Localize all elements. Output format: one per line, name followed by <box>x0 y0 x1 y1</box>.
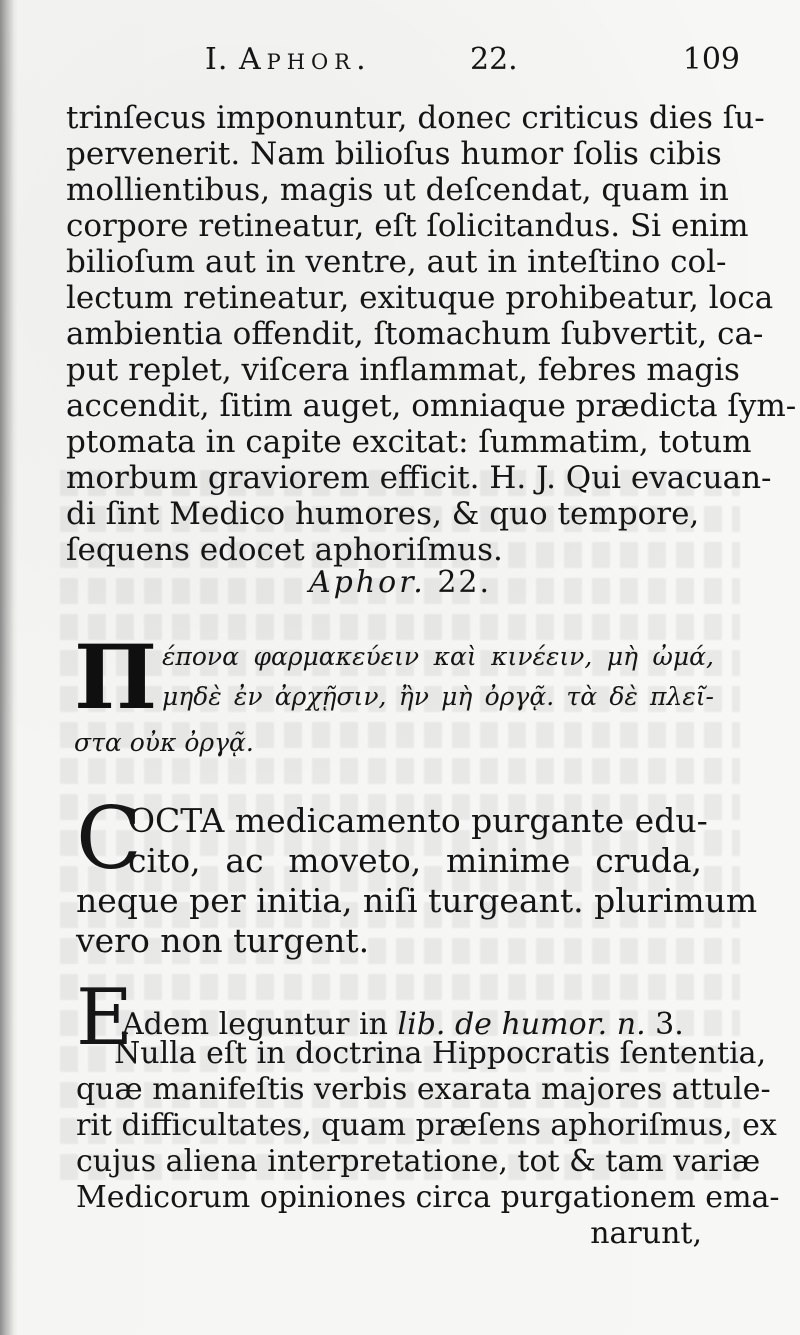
aphorism-heading-number: 22. <box>437 565 492 600</box>
latin-line: neque per initia, niſi turgeant. plurimum <box>76 881 758 920</box>
latin-dropcap: C <box>76 789 142 889</box>
latin-line: OCTA medicamento purgante edu- <box>128 801 708 840</box>
text-line: rit difficultates, quam præſens aphoriſmus, ex <box>76 1108 777 1143</box>
header-aphor-word: Aphor. <box>238 42 372 77</box>
text-line: di ſint Medico humores, & quo tempore, <box>66 496 700 532</box>
text-line: mollientibus, magis ut deſcendat, quam in <box>66 172 729 208</box>
catchword: narunt, <box>590 1216 702 1251</box>
header-book-number: I. <box>205 42 229 77</box>
latin-line: cito, ac moveto, minime cruda, <box>128 841 702 880</box>
commentary-first-line-text: Adem leguntur in <box>122 1007 398 1042</box>
page-edge-shadow <box>0 0 14 1335</box>
latin-aphorism <box>76 789 758 960</box>
text-line: quæ manifeſtis verbis exarata majores attule- <box>76 1072 771 1107</box>
text-line: bilioſum aut in ventre, aut in inteſtino col- <box>66 244 727 280</box>
text-line: put replet, viſcera inflammat, febres magis <box>66 352 740 388</box>
text-line: ambientia offendit, ſtomachum ſubvertit, ca- <box>66 316 764 352</box>
commentary-reference-number: 3. <box>645 1007 684 1042</box>
text-line: corpore retineatur, eſt ſolicitandus. Si enim <box>66 208 749 244</box>
commentary-paragraph <box>76 1036 780 1252</box>
text-line: lectum retineatur, exituque prohibeatur, loca <box>66 280 774 316</box>
latin-line: vero non turgent. <box>76 921 370 960</box>
greek-line: στα οὐκ ὀργᾷ. <box>74 728 254 757</box>
commentary-dropcap: E <box>76 973 133 1063</box>
aphorism-heading-word: Aphor. <box>308 565 426 600</box>
text-line: ptomata in capite excitat: ſummatim, totum <box>66 424 752 460</box>
running-header <box>0 42 800 86</box>
greek-dropcap: Π <box>74 625 158 729</box>
page-number: 109 <box>682 42 740 77</box>
aphorism-heading <box>0 565 800 600</box>
greek-line: έπονα φαρμακεύειν καὶ κινέειν, μὴ ὠμά, <box>162 642 714 671</box>
text-line: Medicorum opiniones circa purgationem ema- <box>76 1180 780 1215</box>
commentary-reference: lib. de humor. n. <box>397 1007 646 1042</box>
text-line: accendit, ſitim auget, omniaque prædicta ſym- <box>66 388 797 424</box>
text-line: trinſecus imponuntur, donec criticus dies ſu- <box>66 100 765 136</box>
text-line: morbum graviorem efficit. H. J. Qui evacuan- <box>66 460 772 496</box>
header-aphor-number: 22. <box>470 42 518 77</box>
opening-paragraph <box>66 100 797 568</box>
greek-line: μηδὲ ἐν ἀρχῇσιν, ἢν μὴ ὀργᾷ. τὰ δὲ πλεῖ- <box>162 682 714 711</box>
text-line: pervenerit. Nam bilioſus humor ſolis cibis <box>66 136 722 172</box>
header-section <box>205 42 372 77</box>
text-line: ſequens edocet aphoriſmus. <box>66 532 503 568</box>
text-line: Nulla eſt in doctrina Hippocratis ſententia, <box>114 1036 767 1071</box>
greek-aphorism <box>74 625 714 762</box>
text-line: cujus aliena interpretatione, tot & tam variæ <box>76 1144 761 1179</box>
